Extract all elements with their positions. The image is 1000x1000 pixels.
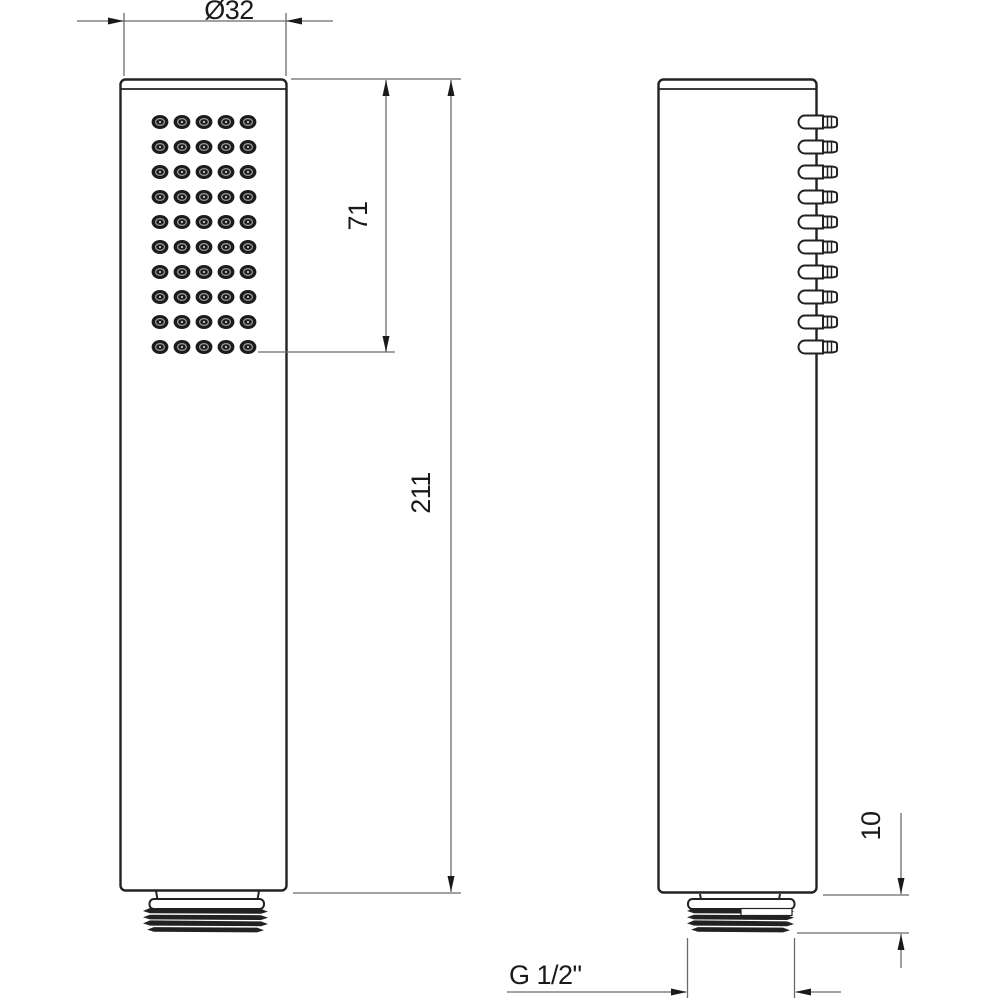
thread-ridges-front	[143, 908, 268, 932]
thread-ridge	[687, 920, 794, 926]
nozzle-dot-center	[159, 171, 161, 173]
thread-ridge	[147, 927, 264, 932]
nozzle-dot-center	[247, 296, 249, 298]
thread-ridge	[691, 927, 790, 932]
nozzle-dot-center	[203, 246, 205, 248]
dimension-label-thread-length: 10	[856, 811, 886, 841]
nozzle-dot-center	[159, 346, 161, 348]
thread-ridge	[143, 915, 268, 920]
nozzle-dot-center	[203, 271, 205, 273]
nozzle-dot-center	[225, 271, 227, 273]
nozzle-dot-center	[181, 346, 183, 348]
side-nozzle-tip	[823, 142, 837, 153]
arrowhead-up-icon	[448, 80, 455, 96]
nozzle-dot-center	[225, 246, 227, 248]
nozzle-dot-center	[181, 296, 183, 298]
arrowhead-right-icon	[671, 989, 687, 996]
arrowhead-right-icon	[108, 18, 124, 25]
nozzle-dot-center	[181, 221, 183, 223]
nozzle-dot-center	[159, 146, 161, 148]
dimension-thread-spec	[507, 938, 841, 998]
nozzle-dot-center	[225, 146, 227, 148]
front-view	[121, 80, 287, 933]
nozzle-dot-center	[203, 171, 205, 173]
arrowhead-left-icon	[286, 18, 302, 25]
nozzle-dot-center	[225, 171, 227, 173]
dimension-total-length	[293, 80, 461, 893]
arrowhead-up-icon	[383, 80, 390, 96]
nozzle-dot-center	[159, 321, 161, 323]
arrowhead-left-icon	[795, 989, 811, 996]
nozzle-dot-center	[203, 221, 205, 223]
nozzle-dot-center	[181, 121, 183, 123]
nozzle-dot-center	[181, 171, 183, 173]
nozzle-dot-center	[159, 196, 161, 198]
side-nozzle-tip	[823, 242, 837, 253]
side-body-outline	[659, 80, 817, 893]
dimension-label-nozzle-field: 71	[343, 201, 373, 231]
nozzle-dot-center	[225, 296, 227, 298]
side-nozzle-body	[799, 166, 823, 179]
side-nozzle-tip	[823, 317, 837, 328]
thread-connector-front	[143, 891, 268, 932]
arrowhead-down-icon	[383, 336, 390, 352]
nozzle-dot-center	[181, 146, 183, 148]
side-nozzle-tip	[823, 292, 837, 303]
nozzle-dot-center	[203, 296, 205, 298]
thread-ridge	[143, 920, 268, 926]
nozzle-dot-center	[225, 196, 227, 198]
nozzle-dot-center	[203, 346, 205, 348]
nozzle-dot-center	[247, 121, 249, 123]
nozzle-dot-center	[247, 346, 249, 348]
dimension-label-thread-spec: G 1/2"	[509, 960, 582, 990]
side-nozzle-body	[799, 316, 823, 329]
nozzle-dot-center	[247, 221, 249, 223]
side-nozzle-body	[799, 291, 823, 304]
side-nozzle-body	[799, 191, 823, 204]
nozzle-dot-center	[181, 321, 183, 323]
side-nozzle-tip	[823, 342, 837, 353]
side-nozzle-body	[799, 116, 823, 129]
connector-collar	[688, 899, 795, 909]
arrowhead-up-icon	[898, 934, 905, 950]
side-nozzle-body	[799, 241, 823, 254]
nozzle-dot-center	[247, 196, 249, 198]
side-nozzle-body	[799, 141, 823, 154]
nozzle-dot-center	[181, 246, 183, 248]
side-nozzle-tip	[823, 192, 837, 203]
nozzle-dot-center	[225, 121, 227, 123]
thread-highlight-notch	[741, 909, 792, 916]
nozzle-dot-center	[247, 171, 249, 173]
arrowhead-down-icon	[448, 876, 455, 892]
dimension-label-diameter: Ø32	[204, 0, 254, 25]
nozzle-dot-center	[203, 121, 205, 123]
nozzle-dot-center	[247, 146, 249, 148]
nozzle-dot-center	[181, 196, 183, 198]
dimension-label-total-length: 211	[406, 472, 436, 514]
nozzle-dot-center	[203, 146, 205, 148]
side-view	[659, 80, 838, 933]
side-nozzle-tip	[823, 167, 837, 178]
side-nozzle-tip	[823, 117, 837, 128]
arrowhead-down-icon	[898, 878, 905, 894]
side-nozzle-tip	[823, 267, 837, 278]
side-nozzle-tip	[823, 217, 837, 228]
nozzle-dot-center	[225, 221, 227, 223]
nozzle-dot-center	[159, 271, 161, 273]
side-nozzle-body	[799, 216, 823, 229]
nozzle-dot-center	[247, 271, 249, 273]
nozzle-dot-center	[159, 221, 161, 223]
thread-connector-side	[687, 894, 795, 932]
nozzle-dot-center	[203, 196, 205, 198]
nozzle-dot-center	[225, 321, 227, 323]
nozzle-dot-center	[181, 271, 183, 273]
side-nozzle-body	[799, 341, 823, 354]
nozzle-dot-center	[159, 121, 161, 123]
dimension-diameter	[77, 0, 333, 76]
nozzle-dot-center	[225, 346, 227, 348]
nozzle-dot-center	[203, 321, 205, 323]
nozzle-dot-center	[247, 246, 249, 248]
nozzle-dot-center	[159, 246, 161, 248]
dimension-nozzle-field	[258, 79, 461, 352]
side-nozzle-body	[799, 266, 823, 279]
nozzle-dot-center	[159, 296, 161, 298]
nozzle-dot-center	[247, 321, 249, 323]
connector-collar	[150, 899, 265, 909]
